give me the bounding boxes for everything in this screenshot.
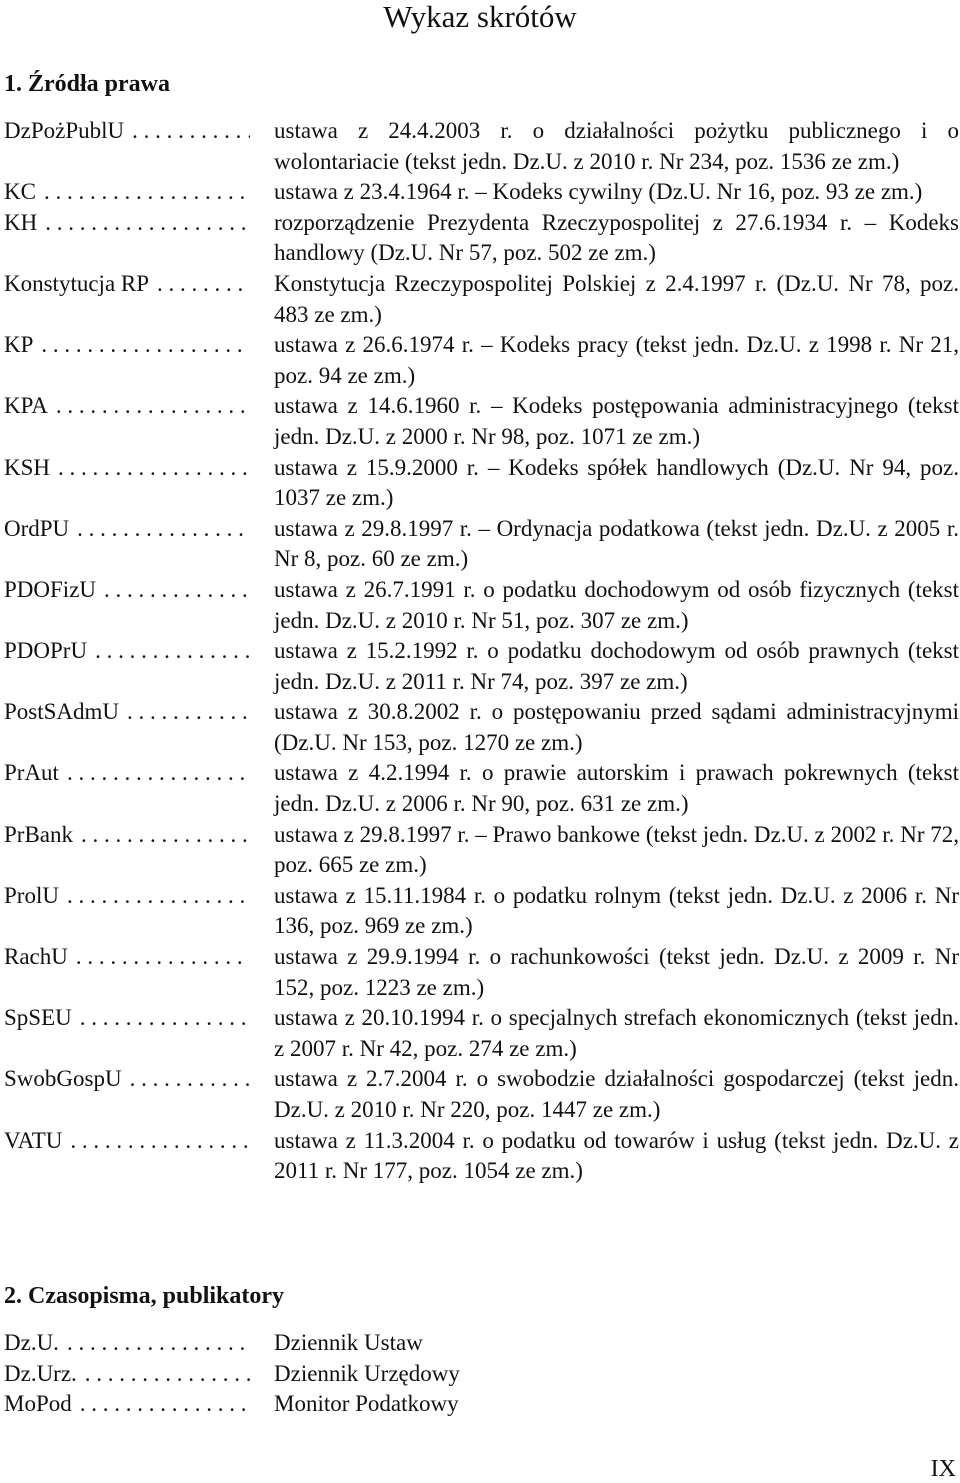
abbreviation-list-sources-of-law xyxy=(4,116,959,1187)
abbreviation-list-periodicals xyxy=(4,1328,959,1420)
abbreviation-entry xyxy=(4,116,959,177)
abbreviation-term: PrBank xyxy=(4,821,73,847)
abbreviation-term: SpSEU xyxy=(4,1005,72,1031)
section-heading-sources-of-law: 1. Źródła prawa xyxy=(4,71,171,97)
abbreviation-cell xyxy=(4,636,250,697)
abbreviation-entry xyxy=(4,177,959,208)
abbreviation-entry xyxy=(4,1126,959,1187)
dot-leader xyxy=(122,1064,250,1125)
abbreviation-term: Konstytucja RP xyxy=(4,270,150,296)
dot-leader xyxy=(72,1389,250,1420)
abbreviation-entry xyxy=(4,1064,959,1125)
abbreviation-description: ustawa z 11.3.2004 r. o podatku od towarów i usług (tekst jedn. Dz.U. z 2011 r. Nr 177, poz. 1054 ze zm.) xyxy=(274,1127,959,1184)
abbreviation-description: ustawa z 26.7.1991 r. o podatku dochodowym od osób fizycznych (tekst jedn. Dz.U. z 2010 r. Nr 51, poz. 307 ze zm.) xyxy=(274,576,959,633)
abbreviation-term: Dz.Urz. xyxy=(4,1360,77,1386)
abbreviation-cell xyxy=(4,1126,250,1187)
dot-leader xyxy=(59,1328,250,1359)
dot-leader xyxy=(33,330,250,391)
abbreviation-description: ustawa z 2.7.2004 r. o swobodzie działalności gospodarczej (tekst jedn. Dz.U. z 2010 r. Nr 220, poz. 1447 ze zm.) xyxy=(274,1066,959,1122)
section-heading-periodicals: 2. Czasopisma, publikatory xyxy=(4,1283,285,1309)
abbreviation-term: PDOFizU xyxy=(4,576,97,602)
dot-leader xyxy=(149,269,250,330)
abbreviation-entry xyxy=(4,881,959,942)
abbreviation-description: ustawa z 15.9.2000 r. – Kodeks spółek handlowych (Dz.U. Nr 94, poz. 1037 ze zm.) xyxy=(274,454,959,511)
page-number: IX xyxy=(930,1456,956,1482)
abbreviation-description: ustawa z 29.9.1994 r. o rachunkowości (tekst jedn. Dz.U. z 2009 r. Nr 152, poz. 1223 ze zm.) xyxy=(274,944,959,1000)
abbreviation-description: ustawa z 14.6.1960 r. – Kodeks postępowania administracyjnego (tekst jedn. Dz.U. z 2000 r. Nr 98, poz. 1071 ze zm.) xyxy=(274,393,959,449)
dot-leader xyxy=(62,1126,250,1187)
abbreviation-entry xyxy=(4,575,959,636)
abbreviation-entry xyxy=(4,269,959,330)
abbreviation-term: SwobGospU xyxy=(4,1066,122,1092)
abbreviation-description: ustawa z 30.8.2002 r. o postępowaniu przed sądami administracyjnymi (Dz.U. Nr 153, poz. 1270 ze zm.) xyxy=(274,699,959,755)
abbreviation-entry xyxy=(4,1389,959,1420)
abbreviation-cell xyxy=(4,1328,250,1359)
dot-leader xyxy=(36,177,250,208)
abbreviation-term: KPA xyxy=(4,393,48,419)
abbreviation-term: PostSAdmU xyxy=(4,699,120,725)
abbreviation-description: ustawa z 15.2.1992 r. o podatku dochodowym od osób prawnych (tekst jedn. Dz.U. z 2011 r. Nr 74, poz. 397 ze zm.) xyxy=(274,638,959,694)
abbreviation-entry xyxy=(4,1359,959,1390)
abbreviation-entry xyxy=(4,697,959,758)
abbreviation-description: Dziennik Urzędowy xyxy=(274,1360,460,1386)
abbreviation-entry xyxy=(4,208,959,269)
abbreviation-term: KC xyxy=(4,179,36,205)
dot-leader xyxy=(50,453,250,514)
abbreviation-description: Dziennik Ustaw xyxy=(274,1330,423,1355)
abbreviation-cell xyxy=(4,269,250,330)
abbreviation-cell xyxy=(4,208,250,269)
abbreviation-term: OrdPU xyxy=(4,515,70,541)
abbreviation-description: ustawa z 29.8.1997 r. – Prawo bankowe (tekst jedn. Dz.U. z 2002 r. Nr 72, poz. 665 ze zm.) xyxy=(274,821,959,878)
abbreviation-term: ProlU xyxy=(4,882,59,908)
abbreviation-term: PDOPrU xyxy=(4,638,88,664)
abbreviation-cell xyxy=(4,1003,250,1064)
abbreviation-description: ustawa z 29.8.1997 r. – Ordynacja podatkowa (tekst jedn. Dz.U. z 2005 r. Nr 8, poz. 60 ze zm.) xyxy=(274,515,959,572)
abbreviation-term: PrAut xyxy=(4,760,59,786)
abbreviation-term: DzPożPublU xyxy=(4,118,125,143)
abbreviation-term: Dz.U. xyxy=(4,1330,59,1355)
abbreviation-entry xyxy=(4,514,959,575)
abbreviation-term: KH xyxy=(4,209,38,235)
abbreviation-entry xyxy=(4,330,959,391)
dot-leader xyxy=(72,1003,250,1064)
abbreviation-cell xyxy=(4,881,250,942)
abbreviation-entry xyxy=(4,391,959,452)
abbreviation-entry xyxy=(4,942,959,1003)
abbreviation-description: Konstytucja Rzeczypospolitej Polskiej z 2.4.1997 r. (Dz.U. Nr 78, poz. 483 ze zm.) xyxy=(274,270,959,327)
abbreviation-description: ustawa z 20.10.1994 r. o specjalnych strefach ekonomicznych (tekst jedn. z 2007 r. Nr 42, poz. 274 ze zm.) xyxy=(274,1005,959,1061)
abbreviation-cell xyxy=(4,1359,250,1390)
abbreviation-term: VATU xyxy=(4,1127,63,1153)
abbreviation-description: ustawa z 26.6.1974 r. – Kodeks pracy (tekst jedn. Dz.U. z 1998 r. Nr 21, poz. 94 ze zm.) xyxy=(274,332,959,388)
abbreviation-cell xyxy=(4,575,250,636)
abbreviation-description: ustawa z 23.4.1964 r. – Kodeks cywilny (Dz.U. Nr 16, poz. 93 ze zm.) xyxy=(274,179,923,205)
abbreviation-cell xyxy=(4,820,250,881)
abbreviation-description: ustawa z 15.11.1984 r. o podatku rolnym (tekst jedn. Dz.U. z 2006 r. Nr 136, poz. 969 ze zm.) xyxy=(274,882,959,939)
abbreviation-cell xyxy=(4,177,250,208)
abbreviation-cell xyxy=(4,1064,250,1125)
dot-leader xyxy=(68,942,250,1003)
dot-leader xyxy=(77,1359,250,1390)
dot-leader xyxy=(124,116,250,177)
abbreviation-cell xyxy=(4,942,250,1003)
abbreviation-entry xyxy=(4,820,959,881)
abbreviation-cell xyxy=(4,330,250,391)
abbreviation-cell xyxy=(4,1389,250,1420)
abbreviation-term: KP xyxy=(4,332,34,358)
dot-leader xyxy=(119,697,250,758)
dot-leader xyxy=(87,636,250,697)
abbreviation-cell xyxy=(4,758,250,819)
page-title: Wykaz skrótów xyxy=(383,0,577,34)
abbreviation-cell xyxy=(4,697,250,758)
dot-leader xyxy=(73,820,250,881)
dot-leader xyxy=(69,514,250,575)
abbreviation-entry xyxy=(4,758,959,819)
abbreviation-cell xyxy=(4,453,250,514)
abbreviation-description: ustawa z 4.2.1994 r. o prawie autorskim i prawach pokrewnych (tekst jedn. Dz.U. z 2006 r. Nr 90, poz. 631 ze zm.) xyxy=(274,760,959,817)
abbreviation-term: KSH xyxy=(4,454,51,480)
abbreviation-entry xyxy=(4,1328,959,1359)
abbreviation-term: MoPod xyxy=(4,1391,72,1417)
abbreviation-cell xyxy=(4,391,250,452)
abbreviation-entry xyxy=(4,453,959,514)
dot-leader xyxy=(96,575,250,636)
dot-leader xyxy=(48,391,250,452)
abbreviation-entry xyxy=(4,1003,959,1064)
abbreviation-description: ustawa z 24.4.2003 r. o działalności pożytku publicznego i o wolontariacie (tekst jedn. Dz.U. z 2010 r. Nr 234, poz. 1536 ze zm.) xyxy=(274,118,959,174)
abbreviation-description: rozporządzenie Prezydenta Rzeczypospolitej z 27.6.1934 r. – Kodeks handlowy (Dz.U. Nr 57, poz. 502 ze zm.) xyxy=(274,209,959,266)
abbreviation-term: RachU xyxy=(4,944,68,970)
abbreviation-description: Monitor Podatkowy xyxy=(274,1391,459,1417)
abbreviation-cell xyxy=(4,116,250,177)
dot-leader xyxy=(59,881,250,942)
dot-leader xyxy=(59,758,250,819)
abbreviation-entry xyxy=(4,636,959,697)
dot-leader xyxy=(37,208,250,269)
abbreviation-cell xyxy=(4,514,250,575)
